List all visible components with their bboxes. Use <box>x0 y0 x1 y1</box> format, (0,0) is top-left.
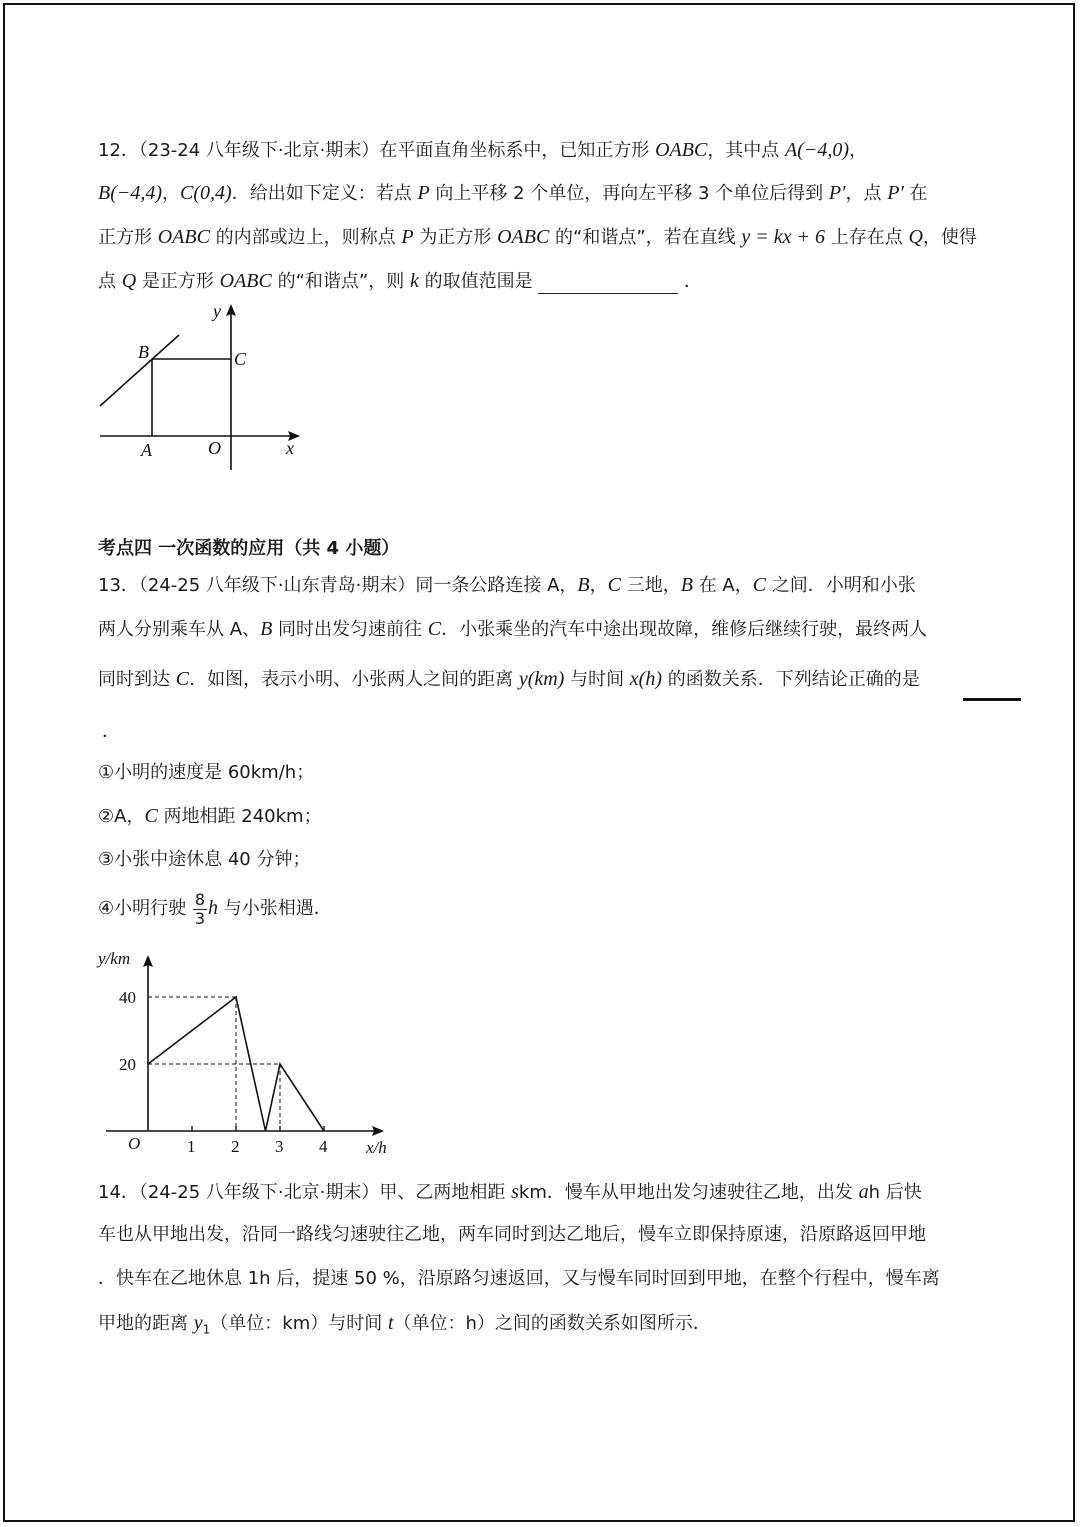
q12-line-3: 正方形 OABC 的内部或边上，则称点 P 为正方形 OABC 的“和谐点”，若在直线 y = kx + 6 上存在点 Q，使得 <box>98 226 977 248</box>
option-2: ②A，C 两地相距 240km； <box>98 805 322 827</box>
x-tick-label: 2 <box>231 1137 240 1156</box>
option-3: ③小张中途休息 40 分钟； <box>98 849 311 870</box>
answer-blank[interactable] <box>538 275 678 294</box>
x-tick-label: 3 <box>275 1137 284 1156</box>
q13-line-1: 13．（24-25 八年级下·山东青岛·期末）同一条公路连接 A，B，C 三地，B 在 A，C 之间．小明和小张 <box>98 574 916 596</box>
y-tick-label: 20 <box>119 1055 136 1074</box>
option-1: ①小明的速度是 60km/h； <box>98 762 315 783</box>
label-b: B <box>138 342 149 362</box>
answer-blank[interactable] <box>963 698 1021 701</box>
q14-line-1: 14．（24-25 八年级下·北京·期末）甲、乙两地相距 skm．慢车从甲地出发匀速驶往乙地，出发 ah 后快 <box>98 1181 922 1203</box>
label-a: A <box>141 440 152 460</box>
q13-line-3: 同时到达 C．如图，表示小明、小张两人之间的距离 y(km) 与时间 x(h) 的函数关系．下列结论正确的是 <box>98 668 920 690</box>
q14-line-3: ．快车在乙地休息 1h 后，提速 50 %，沿原路匀速返回，又与慢车同时回到甲地，在整个行程中，慢车离 <box>98 1268 940 1289</box>
q12-figure <box>90 295 320 480</box>
x-tick-label: 4 <box>319 1137 328 1156</box>
label-x: x <box>286 438 294 458</box>
label-c: C <box>234 349 247 369</box>
label-y: y <box>213 301 221 321</box>
q13-line-2: 两人分别乘车从 A、B 同时出发匀速前往 C．小张乘坐的汽车中途出现故障，维修后继续行驶，最终两人 <box>98 618 928 640</box>
q13-distance-time-chart <box>90 945 400 1160</box>
fraction-8-3: $\frac{8}{3}$ <box>194 889 206 928</box>
label-o: O <box>208 438 221 458</box>
q12-line-2: B(−4,4)，C(0,4)．给出如下定义：若点 P 向上平移 2 个单位，再向左平移 3 个单位后得到 P′，点 P′ 在 <box>98 182 928 204</box>
x-tick-label: 1 <box>187 1137 196 1156</box>
chart-origin: O <box>128 1134 141 1153</box>
q14-line-2: 车也从甲地出发，沿同一路线匀速驶往乙地，两车同时到达乙地后，慢车立即保持原速，沿原路返回甲地 <box>98 1224 926 1245</box>
y-tick-label: 40 <box>119 988 136 1007</box>
q13-line-4: ． <box>102 721 120 742</box>
chart-xlabel: x/h <box>366 1138 387 1157</box>
chart-ylabel: y/km <box>98 949 131 968</box>
q12-line-1: 12．（23-24 八年级下·北京·期末）在平面直角坐标系中，已知正方形 OABC，其中点 A(−4,0)， <box>98 139 868 161</box>
q12-line-4: 点 Q 是正方形 OABC 的“和谐点”，则 k 的取值范围是 ． <box>98 270 703 292</box>
option-4: ④小明行驶 $\frac{8}{3}$ h 与小张相遇． <box>98 889 332 928</box>
q14-line-4: 甲地的距离 $y_1$（单位：km）与时间 t（单位：h）之间的函数关系如图所示． <box>98 1312 711 1337</box>
section-heading: 考点四 一次函数的应用（共 4 小题） <box>98 538 400 559</box>
